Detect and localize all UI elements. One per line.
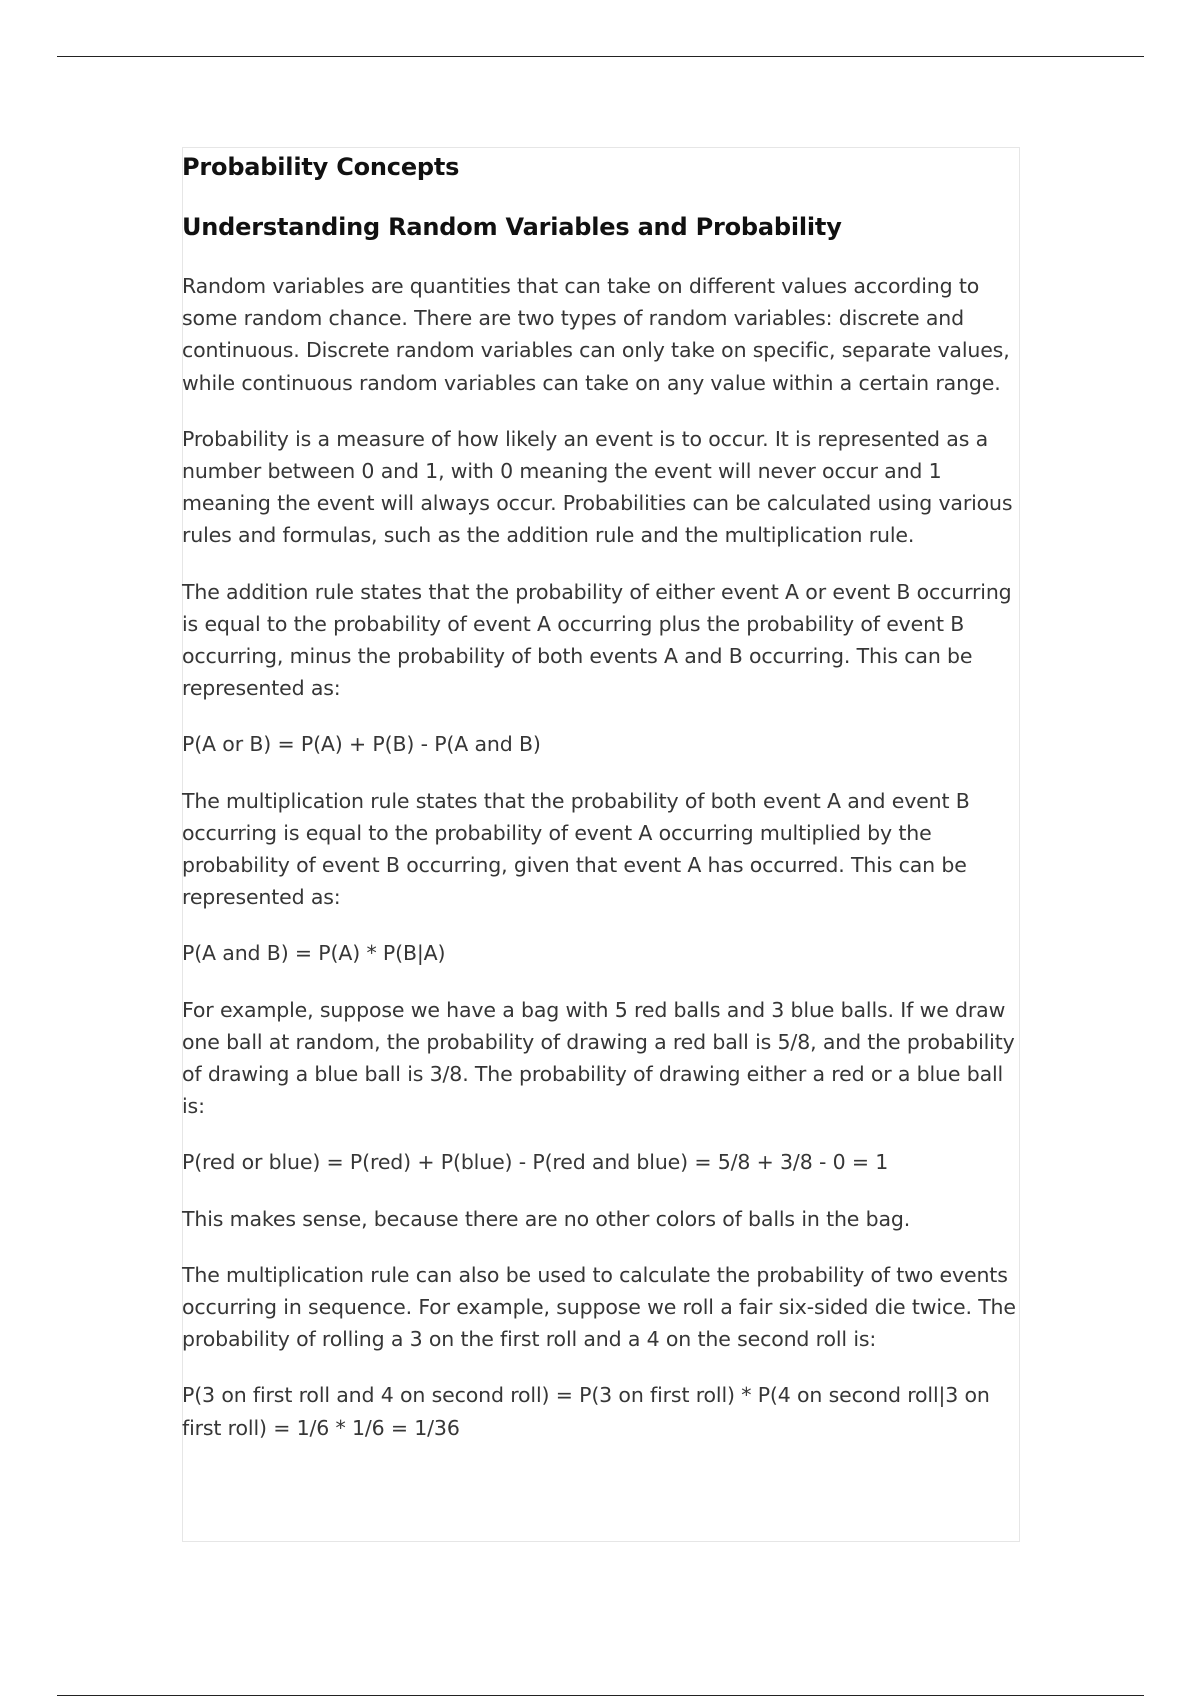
page-bottom-rule [57, 1695, 1144, 1696]
paragraph-die-example: The multiplication rule can also be used to calculate the probability of two events occurring in sequence. For example, suppose we roll a fair six-sided die twice. The probability of rolling a 3 on the first roll and a 4 on the second roll is: [182, 1262, 1016, 1352]
formula-ball-example: P(red or blue) = P(red) + P(blue) - P(red and blue) = 5/8 + 3/8 - 0 = 1 [182, 1150, 889, 1175]
formula-die-example: P(3 on first roll and 4 on second roll) = P(3 on first roll) * P(4 on second roll|3 on first roll) = 1/6 * 1/6 = 1/36 [182, 1383, 990, 1440]
document-title: Probability Concepts [182, 153, 460, 181]
formula-addition-rule: P(A or B) = P(A) + P(B) - P(A and B) [182, 732, 541, 757]
document-body [182, 147, 1020, 1444]
paragraph-multiplication-rule: The multiplication rule states that the probability of both event A and event B occurring is equal to the probability of event A occurring multiplied by the probability of event B occurring, given that event A has occurred. This can be represented as: [182, 788, 970, 910]
paragraph-random-variables: Random variables are quantities that can take on different values according to some random chance. There are two types of random variables: discrete and continuous. Discrete random variables can only take on specific, separate values, while continuous random variables can take on any value within a certain range. [182, 274, 1010, 395]
page-top-rule [57, 56, 1144, 57]
paragraph-probability-definition: Probability is a measure of how likely an event is to occur. It is represented as a number between 0 and 1, with 0 meaning the event will never occur and 1 meaning the event will always occur. Probabilities can be calculated using various rules and formulas, such as the addition rule and the multiplication rule. [182, 426, 1013, 548]
paragraph-ball-explanation: This makes sense, because there are no other colors of balls in the bag. [182, 1206, 911, 1231]
paragraph-ball-example: For example, suppose we have a bag with 5 red balls and 3 blue balls. If we draw one ball at random, the probability of drawing a red ball is 5/8, and the probability of drawing a blue ball is 3/8. The probability of drawing either a red or a blue ball is: [182, 997, 1015, 1119]
paragraph-addition-rule: The addition rule states that the probability of either event A or event B occurring is equal to the probability of event A occurring plus the probability of event B occurring, minus the probability of both events A and B occurring. This can be represented as: [182, 579, 1012, 701]
document-subtitle: Understanding Random Variables and Probability [182, 213, 842, 241]
formula-multiplication-rule: P(A and B) = P(A) * P(B|A) [182, 941, 446, 966]
